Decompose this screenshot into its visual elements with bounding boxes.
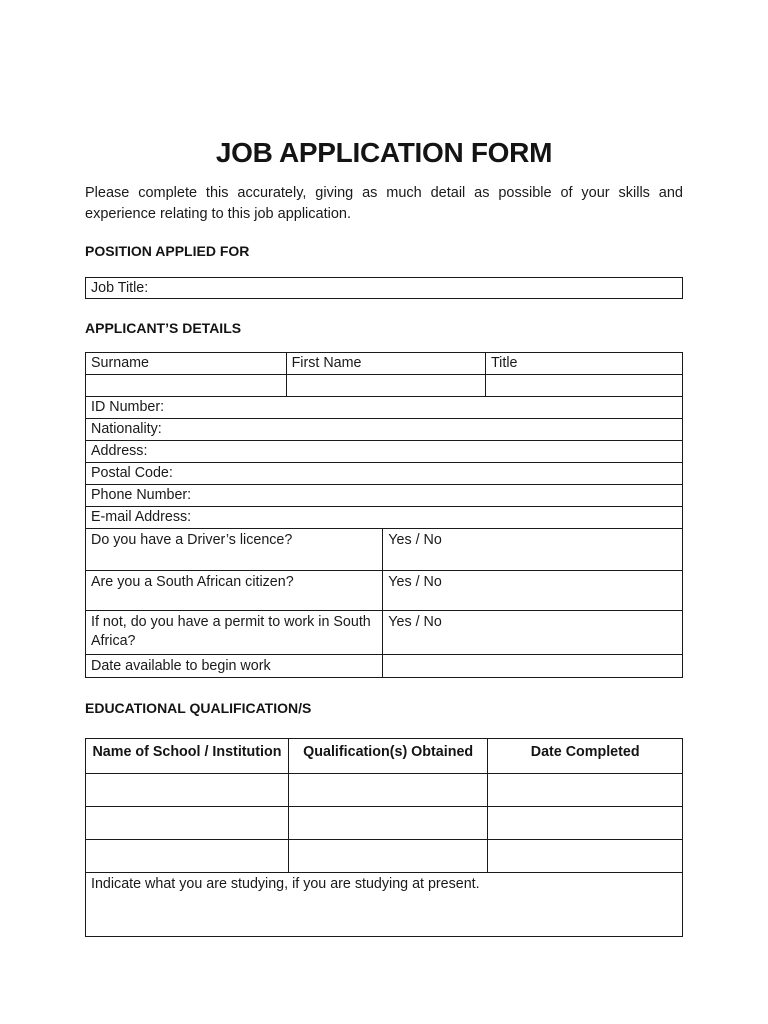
surname-input-cell[interactable] (86, 375, 287, 397)
address-label: Address: (91, 443, 148, 459)
surname-header-cell: Surname (86, 353, 287, 375)
qualification-input-cell[interactable] (288, 807, 487, 840)
table-row (86, 463, 683, 485)
intro-paragraph (85, 183, 683, 224)
date-available-answer[interactable] (383, 655, 683, 678)
studying-note-row (86, 873, 683, 937)
sa-citizen-answer[interactable]: Yes / No (383, 571, 683, 611)
applicant-details-heading: APPLICANT’S DETAILS (85, 320, 242, 336)
qualification-input-cell[interactable] (288, 840, 487, 873)
table-row (86, 485, 683, 507)
drivers-licence-answer[interactable]: Yes / No (383, 529, 683, 571)
job-title-field[interactable] (85, 277, 683, 299)
postal-code-label: Postal Code: (91, 465, 173, 481)
id-number-label: ID Number: (91, 399, 165, 415)
email-label: E-mail Address: (91, 509, 192, 525)
email-field[interactable] (86, 507, 683, 529)
school-input-cell[interactable] (86, 807, 289, 840)
nationality-label: Nationality: (91, 421, 162, 437)
nationality-field[interactable] (86, 419, 683, 441)
date-available-row (86, 655, 683, 678)
intro-line-2: experience relating to this job application. (85, 205, 351, 222)
date-completed-input-cell[interactable] (488, 774, 683, 807)
qualification-header-cell: Qualification(s) Obtained (288, 739, 487, 774)
applicant-name-table (85, 352, 683, 397)
drivers-licence-row (86, 529, 683, 571)
date-completed-input-cell[interactable] (488, 840, 683, 873)
sa-citizen-question: Are you a South African citizen? (86, 571, 383, 611)
qualification-input-cell[interactable] (288, 774, 487, 807)
intro-line-1: Please complete this accurately, giving as much detail as possible of your skills and (85, 185, 683, 201)
title-header-cell: Title (485, 353, 682, 375)
applicant-questions-table (85, 528, 683, 678)
job-title-label: Job Title: (91, 280, 149, 296)
postal-code-field[interactable] (86, 463, 683, 485)
position-applied-heading: POSITION APPLIED FOR (85, 243, 250, 259)
name-header-row (86, 353, 683, 375)
school-input-cell[interactable] (86, 774, 289, 807)
first-name-header-cell: First Name (286, 353, 485, 375)
school-header-cell: Name of School / Institution (86, 739, 289, 774)
table-row (86, 507, 683, 529)
table-row (86, 397, 683, 419)
studying-note-label: Indicate what you are studying, if you are studying at present. (91, 876, 480, 892)
date-completed-header-cell: Date Completed (488, 739, 683, 774)
date-completed-input-cell[interactable] (488, 807, 683, 840)
education-row (86, 840, 683, 873)
table-row (86, 419, 683, 441)
education-row (86, 774, 683, 807)
work-permit-question: If not, do you have a permit to work in South Africa? (86, 611, 383, 655)
phone-number-field[interactable] (86, 485, 683, 507)
education-table (85, 738, 683, 937)
form-title: JOB APPLICATION FORM (215, 137, 553, 168)
document-page (85, 0, 683, 937)
educational-qualifications-heading: EDUCATIONAL QUALIFICATION/S (85, 700, 312, 716)
first-name-input-cell[interactable] (286, 375, 485, 397)
name-input-row (86, 375, 683, 397)
work-permit-row (86, 611, 683, 655)
work-permit-answer[interactable]: Yes / No (383, 611, 683, 655)
education-header-row (86, 739, 683, 774)
school-input-cell[interactable] (86, 840, 289, 873)
drivers-licence-question: Do you have a Driver’s licence? (86, 529, 383, 571)
table-row (86, 441, 683, 463)
applicant-details-table (85, 396, 683, 529)
id-number-field[interactable] (86, 397, 683, 419)
sa-citizen-row (86, 571, 683, 611)
date-available-question: Date available to begin work (86, 655, 383, 678)
education-row (86, 807, 683, 840)
title-input-cell[interactable] (485, 375, 682, 397)
phone-number-label: Phone Number: (91, 487, 192, 503)
studying-note-field[interactable] (86, 873, 683, 937)
address-field[interactable] (86, 441, 683, 463)
